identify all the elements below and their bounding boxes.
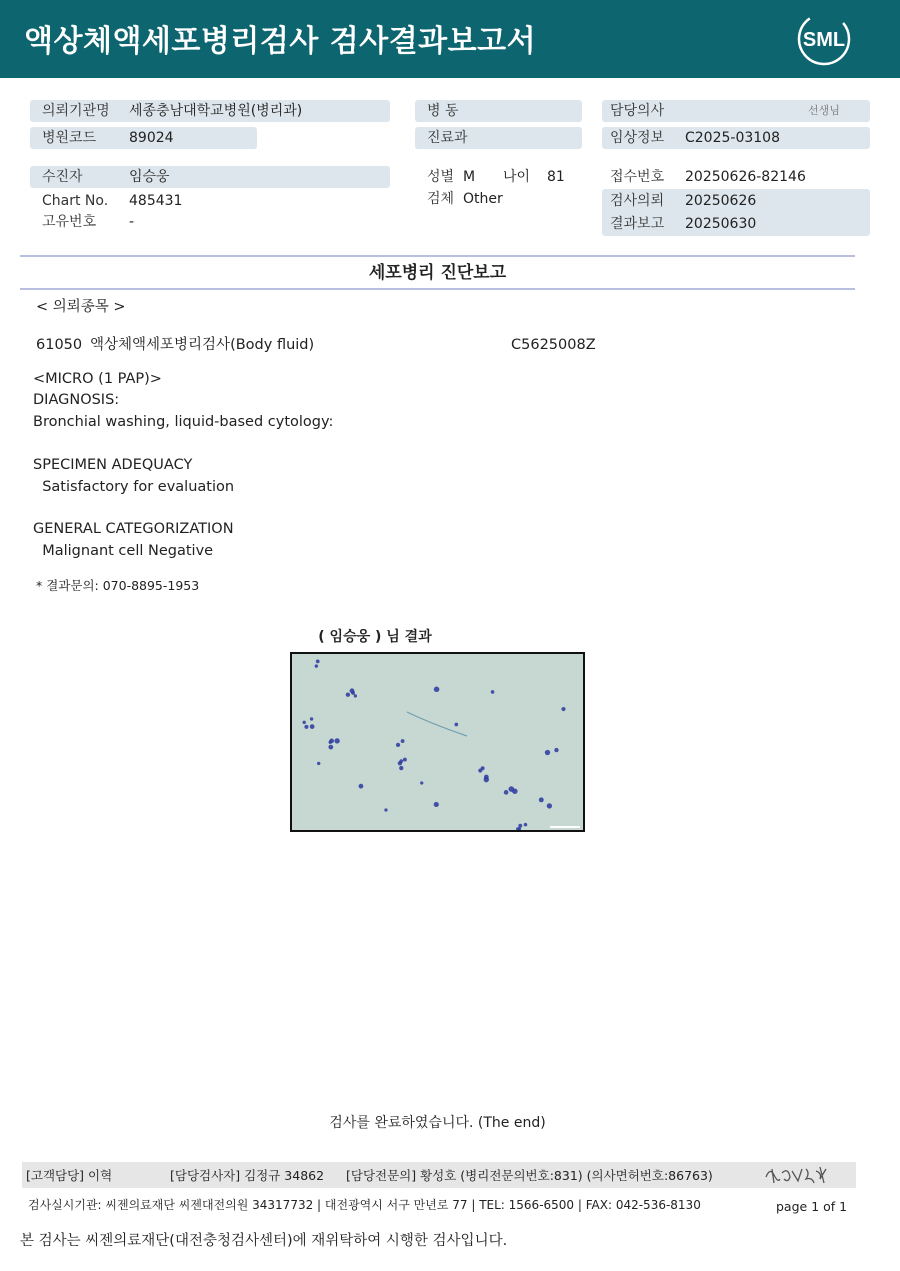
stained-cell	[478, 769, 482, 773]
stained-cell	[334, 738, 339, 743]
stained-cell	[303, 721, 306, 724]
doctor-suffix: 선생님	[808, 104, 840, 117]
hospital-code-field	[30, 127, 257, 149]
order-heading: < 의뢰종목 >	[36, 299, 126, 315]
ward-label: 병 동	[427, 103, 459, 119]
stained-cell	[509, 786, 515, 792]
hospital-code-label: 병원코드	[42, 130, 97, 146]
specimen-value: Other	[463, 191, 503, 207]
end-message: 검사를 완료하였습니다. (The end)	[329, 1115, 546, 1131]
report-title: 액상체액세포병리검사 검사결과보고서	[24, 24, 537, 59]
svg-text:SML: SML	[802, 29, 846, 51]
stained-cell	[396, 743, 400, 747]
request-date-field	[602, 190, 870, 212]
unique-no-label: 고유번호	[42, 214, 97, 230]
stained-cell	[420, 781, 423, 784]
stained-cell	[518, 824, 522, 828]
stained-cell	[561, 707, 565, 711]
stained-cell	[350, 688, 355, 693]
adequacy-heading: SPECIMEN ADEQUACY	[33, 457, 193, 473]
dept-label: 진료과	[427, 130, 468, 146]
scale-bar	[550, 826, 580, 828]
categorization-text: Malignant cell Negative	[33, 543, 214, 559]
stained-cell	[547, 803, 552, 808]
staff-bar	[22, 1162, 856, 1188]
stained-cell	[399, 759, 403, 763]
page-number: page 1 of 1	[776, 1199, 848, 1214]
stained-cell	[384, 808, 387, 811]
receipt-value: 20250626-82146	[685, 169, 806, 185]
institution-label: 의뢰기관명	[42, 103, 110, 119]
stained-cell	[315, 664, 318, 667]
stained-cell	[328, 745, 333, 750]
stained-cell	[545, 750, 550, 755]
signature-image	[762, 1163, 832, 1187]
adequacy-text: Satisfactory for evaluation	[33, 479, 235, 495]
patient-label: 수진자	[42, 169, 83, 185]
stained-cell	[310, 724, 315, 729]
inquiry-note: * 결과문의: 070-8895-1953	[36, 578, 200, 593]
specialist: [담당전문의] 황성호 (병리전문의번호:831) (의사면허번호:86763)	[346, 1168, 713, 1183]
categorization-heading: GENERAL CATEGORIZATION	[33, 521, 234, 537]
report-date-label: 결과보고	[610, 216, 665, 232]
order-name: 액상체액세포병리검사(Body fluid)	[90, 337, 315, 353]
section-title: 세포병리 진단보고	[368, 263, 507, 283]
dept-field	[415, 127, 582, 149]
stained-cell	[524, 823, 528, 827]
doctor-field	[602, 100, 870, 122]
report-header	[0, 0, 900, 78]
patient-value: 임승웅	[129, 169, 170, 185]
diagnosis-text: Bronchial washing, liquid-based cytology:	[33, 414, 334, 430]
stained-cell	[329, 739, 334, 744]
receipt-field	[602, 166, 870, 188]
stained-cell	[304, 725, 308, 729]
stained-cell	[346, 693, 350, 697]
stained-cell	[354, 694, 357, 697]
chart-no-label: Chart No.	[42, 193, 109, 209]
patient-field	[30, 166, 390, 188]
specimen-label: 검체	[427, 191, 455, 207]
stained-cell	[434, 802, 439, 807]
stained-cell	[539, 797, 544, 802]
consign-note: 본 검사는 씨젠의료재단(대전충청검사센터)에 재위탁하여 시행한 검사입니다.	[20, 1233, 508, 1249]
stained-cell	[455, 723, 459, 727]
institution-field	[30, 100, 390, 122]
order-code: 61050	[36, 337, 83, 353]
unique-no-value: -	[129, 214, 135, 230]
stained-cell	[399, 766, 403, 770]
customer-rep: [고객담당] 이혁	[26, 1168, 113, 1183]
stained-cell	[310, 717, 313, 720]
sml-logo	[796, 12, 852, 66]
chart-no-value: 485431	[129, 193, 183, 209]
stained-cell	[434, 687, 440, 693]
image-caption: ( 임승웅 ) 님 결과	[318, 629, 432, 645]
clinical-field	[602, 127, 870, 149]
micro-line: <MICRO (1 PAP)>	[33, 371, 162, 387]
specimen-field	[415, 188, 582, 210]
clinical-label: 임상정보	[610, 130, 665, 146]
divider-top	[20, 255, 855, 257]
receipt-label: 접수번호	[610, 169, 665, 185]
divider-bottom	[20, 288, 855, 290]
stained-cell	[403, 758, 407, 762]
technician: [담당검사자] 김정규 34862	[170, 1168, 325, 1183]
stained-cell	[554, 748, 558, 752]
chart-no-field	[30, 190, 390, 212]
request-date-label: 검사의뢰	[610, 193, 665, 209]
stained-cell	[484, 775, 489, 780]
institution-value: 세종충남대학교병원(병리과)	[129, 103, 303, 119]
sex-value: M	[463, 169, 476, 185]
stained-cell	[401, 739, 405, 743]
doctor-label: 담당의사	[610, 103, 665, 119]
clinical-value: C2025-03108	[685, 130, 780, 146]
microscopy-image	[290, 652, 585, 832]
institution-line: 검사실시기관: 씨젠의료재단 씨젠대전의원 34317732 | 대전광역시 서구 만년로 77 | TEL: 1566-6500 | FAX: 042-536-8130	[28, 1198, 701, 1212]
ward-field	[415, 100, 582, 122]
stained-cell	[504, 790, 509, 795]
sex-age-field	[415, 166, 582, 188]
stained-cell	[359, 784, 364, 789]
stained-cell	[316, 659, 320, 663]
hospital-code-value: 89024	[129, 130, 174, 146]
order-id: C5625008Z	[511, 337, 596, 353]
stained-cell	[491, 690, 495, 694]
unique-no-field	[30, 211, 390, 233]
age-value: 81	[547, 169, 565, 185]
sex-label: 성별	[427, 169, 455, 185]
report-date-value: 20250630	[685, 216, 757, 232]
report-date-field	[602, 213, 870, 235]
request-date-value: 20250626	[685, 193, 757, 209]
age-label: 나이	[503, 169, 531, 185]
diagnosis-heading: DIAGNOSIS:	[33, 392, 120, 408]
stained-cell	[317, 762, 320, 765]
